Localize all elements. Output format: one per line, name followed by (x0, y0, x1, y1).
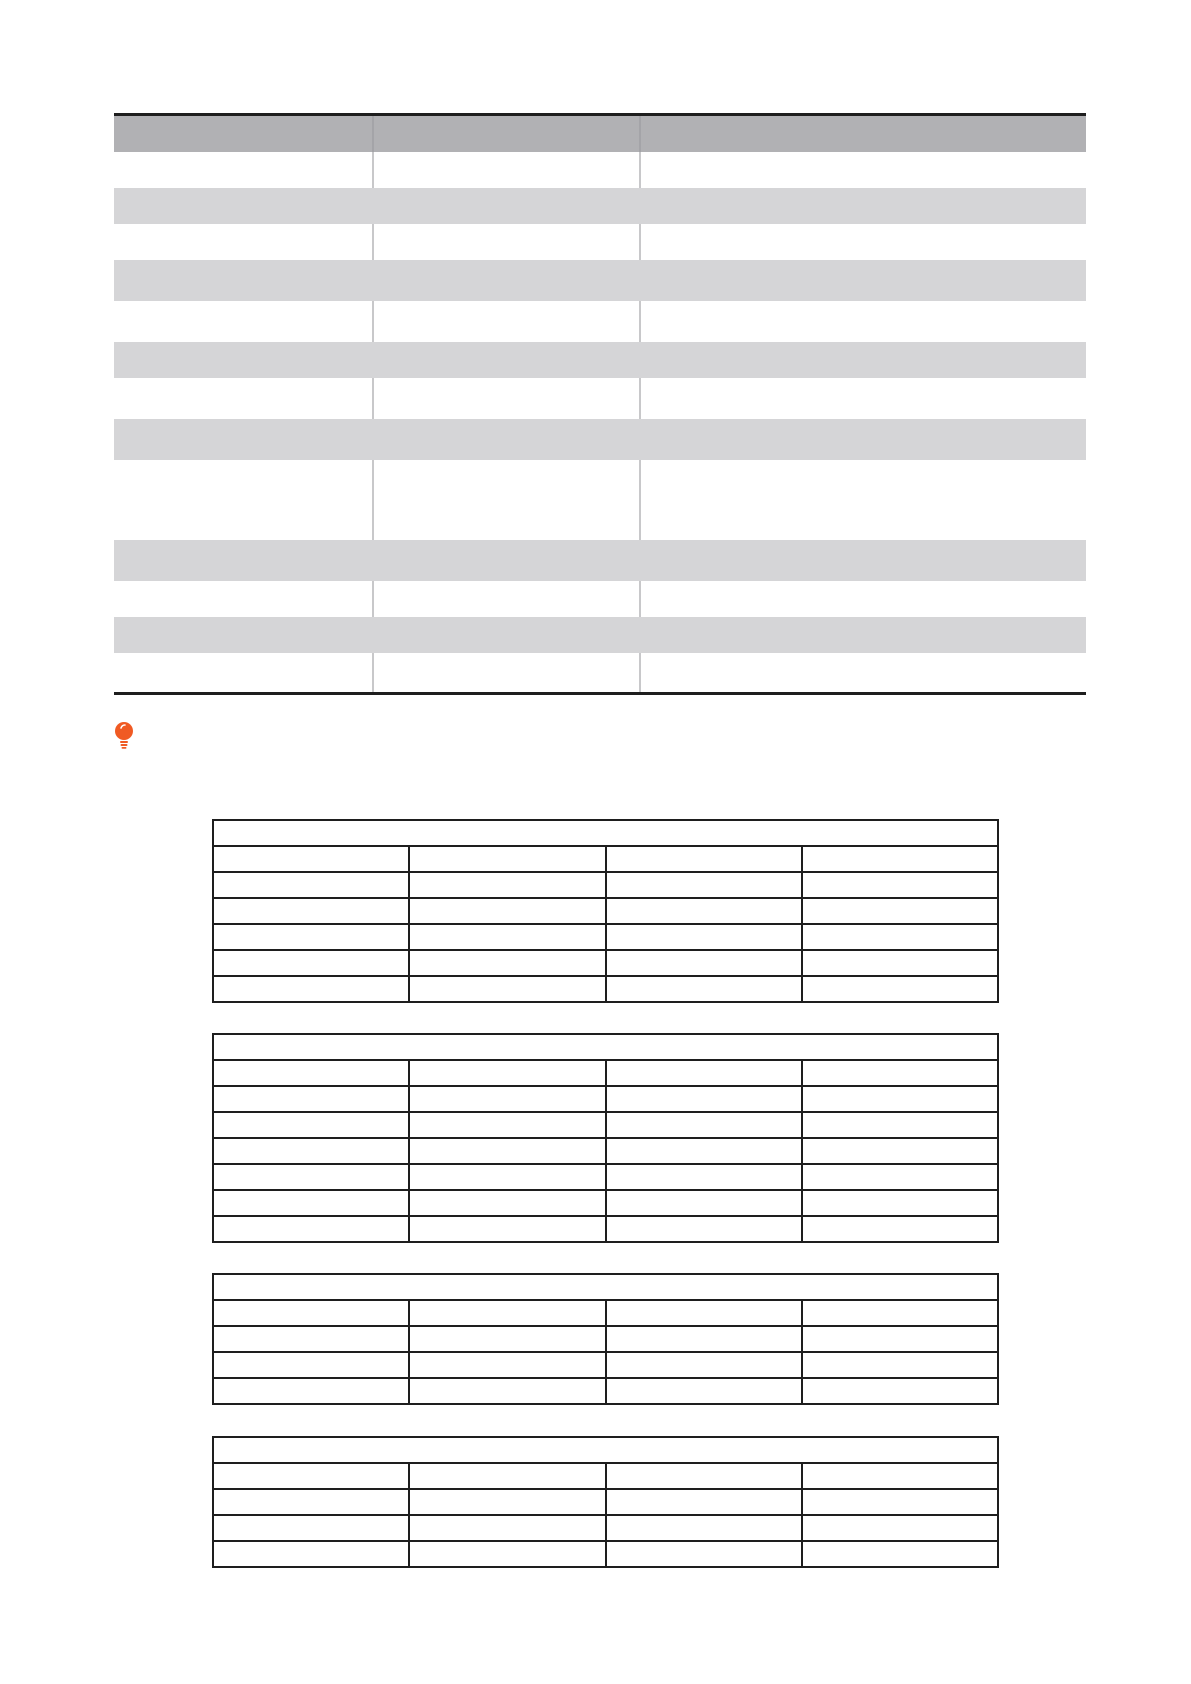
spec-table-cell (114, 419, 372, 460)
grid-table-cell (801, 1301, 997, 1325)
spec-table-cell (372, 116, 639, 152)
grid-table-title-row (214, 1438, 997, 1464)
grid-table-row (214, 1139, 997, 1165)
grid-table-2 (212, 1033, 999, 1243)
grid-table-row (214, 1087, 997, 1113)
grid-table-cell (605, 1301, 801, 1325)
grid-table-cell (408, 1327, 604, 1351)
grid-table-cell (214, 1327, 408, 1351)
grid-table-cell (605, 1139, 801, 1163)
spec-table-row (114, 460, 1086, 540)
grid-table-row (214, 1191, 997, 1217)
grid-table-cell (408, 925, 604, 949)
grid-table-cell (408, 1379, 604, 1403)
grid-table-row (214, 951, 997, 977)
grid-table-cell (801, 1464, 997, 1488)
spec-table-row (114, 653, 1086, 692)
spec-table-cell (639, 378, 1086, 419)
grid-table-title-row (214, 821, 997, 847)
grid-table-row (214, 1353, 997, 1379)
spec-table-row (114, 342, 1086, 378)
spec-table-cell (114, 224, 372, 260)
grid-table-cell (801, 873, 997, 897)
grid-table-cell (408, 977, 604, 1001)
grid-table-cell (605, 1191, 801, 1215)
grid-table-cell (605, 1113, 801, 1137)
grid-table-cell (801, 1087, 997, 1111)
grid-table-cell (214, 1087, 408, 1111)
spec-table-cell (372, 617, 639, 653)
spec-table-cell (639, 581, 1086, 617)
grid-table-cell (801, 1353, 997, 1377)
grid-table-cell (408, 1353, 604, 1377)
grid-table-cell (801, 899, 997, 923)
grid-table-cell (214, 1464, 408, 1488)
grid-table-cell (801, 1139, 997, 1163)
grid-table-title-row (214, 1275, 997, 1301)
grid-table-cell (801, 1165, 997, 1189)
spec-table-row (114, 188, 1086, 224)
grid-table-cell (214, 951, 408, 975)
grid-table-cell (605, 1165, 801, 1189)
grid-table-cell (214, 1353, 408, 1377)
spec-table-cell (639, 301, 1086, 342)
spec-table-cell (639, 419, 1086, 460)
grid-table-cell (214, 873, 408, 897)
spec-table-row (114, 581, 1086, 617)
spec-table-header-row (114, 116, 1086, 152)
grid-table-row (214, 977, 997, 1001)
spec-table-row (114, 617, 1086, 653)
grid-table-cell (408, 1301, 604, 1325)
grid-table-cell (214, 977, 408, 1001)
grid-table-row (214, 1113, 997, 1139)
spec-table-cell (114, 342, 372, 378)
grid-table-cell (214, 1191, 408, 1215)
grid-table-row (214, 1301, 997, 1327)
grid-table-4 (212, 1436, 999, 1568)
spec-table-cell (639, 540, 1086, 581)
spec-table-row (114, 224, 1086, 260)
grid-table-cell (408, 1542, 604, 1566)
grid-table-row (214, 1464, 997, 1490)
spec-table-cell (639, 460, 1086, 540)
spec-table-cell (114, 378, 372, 419)
grid-table-cell (605, 1490, 801, 1514)
grid-table-cell (801, 1191, 997, 1215)
spec-table-cell (114, 152, 372, 188)
spec-table-cell (114, 301, 372, 342)
grid-table-cell (214, 847, 408, 871)
grid-table-cell (214, 899, 408, 923)
grid-table-row (214, 1379, 997, 1403)
grid-table-cell (214, 1165, 408, 1189)
spec-table-cell (372, 460, 639, 540)
grid-table-cell (214, 1516, 408, 1540)
spec-table-row (114, 260, 1086, 301)
grid-table-title-row (214, 1035, 997, 1061)
grid-table-cell (801, 1542, 997, 1566)
spec-table-cell (639, 152, 1086, 188)
grid-table-cell (214, 1217, 408, 1241)
grid-table-3 (212, 1273, 999, 1405)
grid-table-cell (605, 1217, 801, 1241)
grid-table-cell (408, 951, 604, 975)
spec-table (114, 113, 1086, 695)
grid-table-cell (214, 1301, 408, 1325)
grid-table-cell (605, 977, 801, 1001)
spec-table-cell (639, 342, 1086, 378)
grid-table-cell (408, 1087, 604, 1111)
grid-table-cell (801, 1217, 997, 1241)
spec-table-cell (372, 301, 639, 342)
grid-table-cell (408, 899, 604, 923)
spec-table-cell (639, 653, 1086, 692)
grid-table-cell (605, 1379, 801, 1403)
grid-table-row (214, 847, 997, 873)
grid-table-cell (801, 925, 997, 949)
spec-table-cell (639, 260, 1086, 301)
grid-table-cell (605, 1061, 801, 1085)
grid-table-cell (214, 1490, 408, 1514)
spec-table-cell (372, 540, 639, 581)
grid-table-row (214, 1165, 997, 1191)
grid-table-1 (212, 819, 999, 1003)
spec-table-cell (114, 260, 372, 301)
lightbulb-icon (113, 721, 135, 749)
spec-table-cell (114, 617, 372, 653)
spec-table-row (114, 301, 1086, 342)
grid-table-cell (408, 1464, 604, 1488)
grid-table-cell (408, 1217, 604, 1241)
grid-table-cell (605, 873, 801, 897)
grid-table-row (214, 1516, 997, 1542)
spec-table-row (114, 540, 1086, 581)
grid-table-row (214, 1542, 997, 1566)
grid-table-cell (408, 1191, 604, 1215)
grid-table-cell (801, 951, 997, 975)
spec-table-row (114, 378, 1086, 419)
grid-table-cell (801, 1113, 997, 1137)
grid-table-row (214, 873, 997, 899)
spec-table-cell (114, 116, 372, 152)
spec-table-row (114, 152, 1086, 188)
grid-table-cell (801, 1490, 997, 1514)
spec-table-cell (114, 460, 372, 540)
spec-table-cell (372, 419, 639, 460)
spec-table-cell (639, 116, 1086, 152)
spec-table-cell (372, 342, 639, 378)
spec-table-cell (372, 224, 639, 260)
spec-table-row (114, 419, 1086, 460)
grid-table-cell (605, 1464, 801, 1488)
grid-table-row (214, 1490, 997, 1516)
grid-table-cell (408, 1139, 604, 1163)
grid-table-cell (801, 1327, 997, 1351)
grid-table-cell (801, 977, 997, 1001)
spec-table-cell (372, 152, 639, 188)
spec-table-cell (372, 188, 639, 224)
grid-table-cell (605, 847, 801, 871)
grid-table-row (214, 1217, 997, 1241)
grid-table-cell (605, 1542, 801, 1566)
grid-table-cell (408, 1490, 604, 1514)
grid-table-cell (605, 951, 801, 975)
spec-table-cell (114, 188, 372, 224)
grid-table-cell (605, 1087, 801, 1111)
spec-table-cell (114, 653, 372, 692)
spec-table-cell (639, 224, 1086, 260)
grid-table-row (214, 1061, 997, 1087)
grid-table-cell (801, 847, 997, 871)
grid-table-cell (801, 1516, 997, 1540)
spec-table-cell (372, 378, 639, 419)
grid-table-cell (214, 1379, 408, 1403)
grid-table-cell (408, 1113, 604, 1137)
grid-table-cell (605, 899, 801, 923)
grid-table-cell (801, 1379, 997, 1403)
spec-table-cell (114, 540, 372, 581)
grid-table-cell (408, 1061, 604, 1085)
spec-table-cell (372, 260, 639, 301)
grid-table-cell (605, 1327, 801, 1351)
grid-table-cell (408, 1516, 604, 1540)
grid-table-cell (408, 1165, 604, 1189)
grid-table-cell (214, 1113, 408, 1137)
grid-table-cell (605, 1516, 801, 1540)
spec-table-cell (372, 653, 639, 692)
grid-table-cell (605, 1353, 801, 1377)
grid-table-cell (214, 1139, 408, 1163)
spec-table-cell (372, 581, 639, 617)
spec-table-cell (639, 617, 1086, 653)
grid-table-cell (801, 1061, 997, 1085)
grid-table-row (214, 899, 997, 925)
grid-table-row (214, 1327, 997, 1353)
spec-table-cell (639, 188, 1086, 224)
grid-table-cell (605, 925, 801, 949)
grid-table-cell (408, 847, 604, 871)
grid-table-cell (214, 1061, 408, 1085)
grid-table-cell (214, 925, 408, 949)
grid-table-cell (214, 1542, 408, 1566)
grid-table-row (214, 925, 997, 951)
grid-table-cell (408, 873, 604, 897)
spec-table-cell (114, 581, 372, 617)
